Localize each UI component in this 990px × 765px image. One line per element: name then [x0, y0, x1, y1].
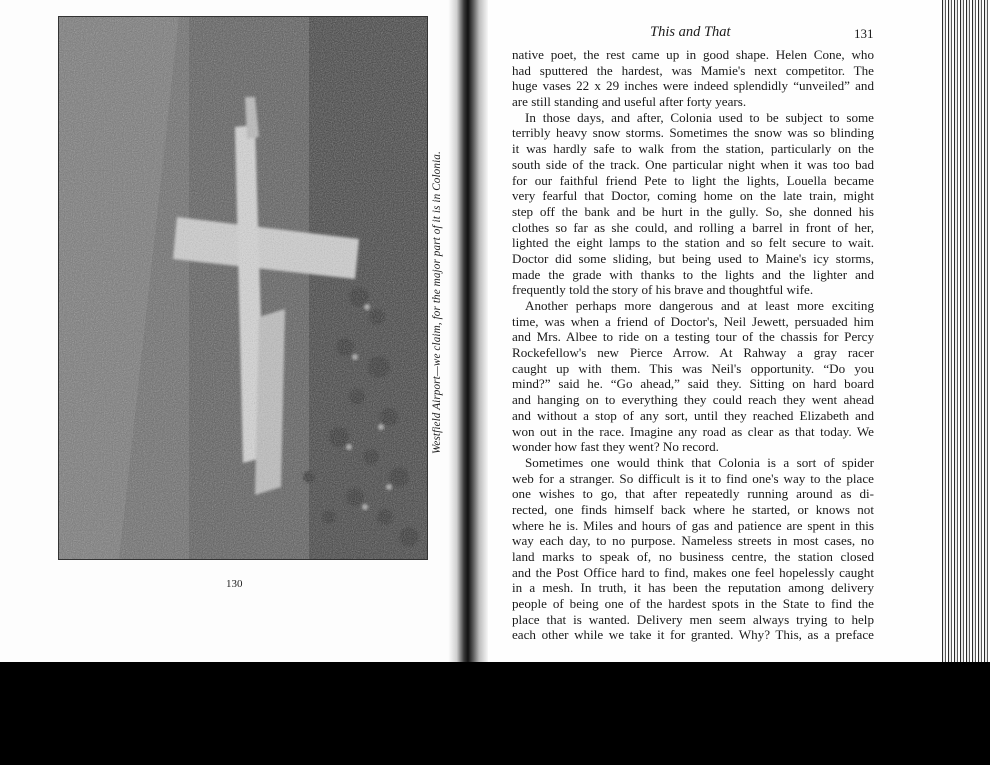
text-line: and hanging on to everything they could reach they went ahead — [512, 392, 874, 408]
text-line: each other while we take it for granted. Why? This, as a preface — [512, 627, 874, 643]
text-line: one wishes to go, that after repeatedly running around as di- — [512, 486, 874, 502]
page-edges — [940, 0, 990, 668]
text-line: step off the bank and be hurt in the gully. So, she donned his — [512, 203, 874, 219]
text-line: native poet, the rest came up in good shape. Helen Cone, who — [512, 47, 874, 62]
text-line: in a mesh. In truth, it has been the reputation among delivery — [512, 580, 874, 596]
text-line: won out in the race. Imagine any road as clear as that today. We — [512, 423, 874, 439]
text-line: made the grade with thanks to the lights and the lighter and — [512, 266, 874, 282]
left-page — [0, 0, 462, 665]
text-line: where he is. Miles and hours of gas and patience are spent in this — [512, 517, 874, 533]
right-page — [488, 0, 948, 665]
text-line: caught up with them. This was Neil's opportunity. “Do you — [512, 360, 874, 376]
text-line: and Mrs. Albee to ride on a testing tour of the chassis for Percy — [512, 329, 874, 345]
text-line: people of being one of the hardest spots in the State to find the — [512, 596, 874, 612]
text-line: very fearful that Doctor, coming home on the late train, might — [512, 188, 874, 204]
text-line: huge vases 22 x 29 inches were indeed splendidly “unveiled” and — [512, 78, 874, 94]
text-line: Doctor did some sliding, but being used to Maine's icy storms, — [512, 250, 874, 266]
running-head: This and That — [650, 24, 731, 40]
text-line: Another perhaps more dangerous and at least more exciting — [525, 298, 874, 313]
body-text — [512, 47, 874, 643]
airport-photo-image — [59, 17, 427, 559]
aerial-airport-photo — [58, 16, 428, 560]
text-line: are still standing and useful after forty years. — [512, 94, 747, 110]
text-line: lighted the eight lamps to the station and so felt secure to wait. — [512, 235, 874, 251]
text-line: for our faithful friend Pete to light the lights, Louella became — [512, 172, 874, 188]
text-line: rected, one finds himself back where he started, or knows not — [512, 501, 874, 517]
text-line: land marks to speak of, no business centre, the station closed — [512, 549, 874, 564]
text-line: wonder how fast they went? No record. — [512, 439, 719, 455]
text-line: Rockefellow's new Pierce Arrow. At Rahway a gray racer — [512, 345, 874, 361]
text-line: frequently told the story of his brave and thoughtful wife. — [512, 282, 814, 298]
text-line: time, was when a friend of Doctor's, Neil Jewett, persuaded him — [512, 313, 874, 329]
text-line: south side of the track. One particular night when it was too bad — [512, 156, 874, 172]
text-line: had sputtered the hardest, was Mamie's next competitor. The — [512, 62, 874, 78]
text-line: it was hardly safe to walk from the station, particularly on the — [512, 141, 874, 157]
left-page-number: 130 — [226, 578, 243, 590]
text-line: In those days, and after, Colonia used to be subject to some — [525, 109, 874, 125]
text-line: clothes so far as she could, and rolling a barrel in front of her, — [512, 219, 874, 235]
text-line: web for a stranger. So difficult is it to find one's way to the place — [512, 470, 874, 486]
text-line: mind?” said he. “Go ahead,” said they. Sitting on hard board — [512, 376, 874, 392]
scan-bottom-band — [0, 662, 990, 765]
right-page-number: 131 — [854, 26, 874, 41]
text-line: and without a stop of any sort, until they reached Elizabeth and — [512, 407, 874, 423]
photo-caption-text: Westfield Airport—we claim, for the major part of it is in Colonia. — [431, 151, 443, 454]
text-line: Sometimes one would think that Colonia is a sort of spider — [525, 454, 874, 470]
text-line: place that is wanted. Delivery men seem always trying to help — [512, 611, 874, 627]
text-line: terribly heavy snow storms. Sometimes the snow was so blinding — [512, 125, 874, 141]
book-gutter — [448, 0, 488, 665]
text-line: and the Post Office hard to find, makes one feel hopelessly caught — [512, 564, 874, 580]
text-line: way each day, to no purpose. Nameless streets in most cases, no — [512, 533, 874, 549]
